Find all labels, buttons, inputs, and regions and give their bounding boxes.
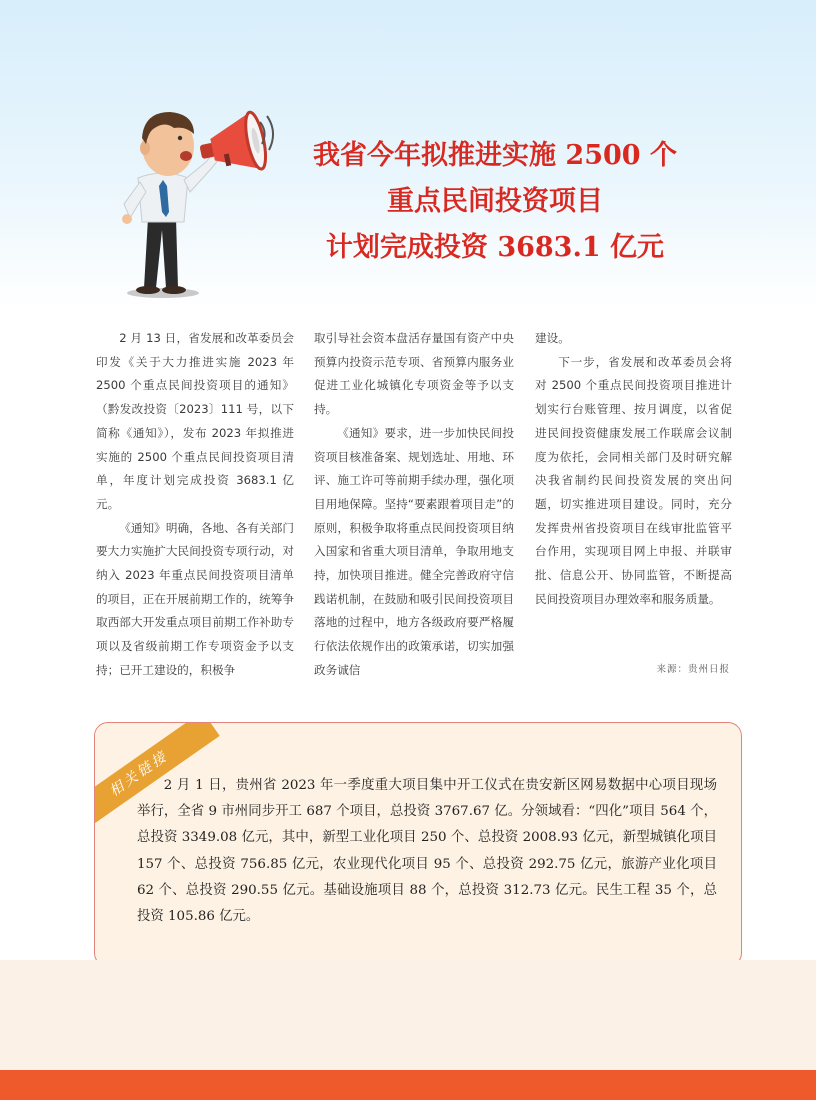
man-with-megaphone-icon — [108, 100, 283, 300]
article-paragraph: 《通知》明确，各地、各有关部门要大力实施扩大民间投资专项行动，对纳入 2023 年重点民间投资项目清单的项目，正在开展前期工作的，统筹争取西部大开发重点项目前期工作补助专项以及省级前期工作专项资金予以支持；已开工建设的，积极争 — [96, 520, 294, 677]
related-paragraph: 2 月 1 日，贵州省 2023 年一季度重大项目集中开工仪式在贵安新区网易数据中心项目现场举行，全省 9 市州同步开工 687 个项目，总投资 3767.67 亿。分领域看：“四化”项目 564 个，总投资 3349.08 亿元，其中，新型工业化项目 250 个、总投资 2008.93 亿元，新型城镇化项目 157 个、总投资 756.85 亿元，农业现代化项目 95 个、总投资 292.75 亿元，旅游产业化项目 62 个、总投资 290.55 亿元。基础设施项目 88 个，总投资 312.73 亿元。民生工程 35 个，总投资 105.86 亿元。 — [137, 778, 717, 925]
article-column-3 — [535, 327, 732, 611]
source-credit: 来源：贵州日报 — [656, 664, 730, 675]
related-link-ribbon: 相关链接 — [94, 722, 220, 837]
headline — [270, 133, 720, 271]
article-paragraph: 建设。 — [535, 331, 570, 345]
headline-line-1: 我省今年拟推进实施 2500 个 — [313, 140, 677, 171]
headline-line-2: 重点民间投资项目 — [387, 186, 603, 217]
footer-bar — [0, 1070, 816, 1100]
headline-line-3: 计划完成投资 3683.1 亿元 — [325, 232, 665, 263]
related-link-box — [94, 722, 742, 967]
article-column-2 — [314, 327, 514, 683]
related-link-text — [137, 773, 717, 930]
bottom-band — [0, 960, 816, 1070]
article-paragraph: 《通知》要求，进一步加快民间投资项目核准备案、规划选址、用地、环评、施工许可等前期手续办理，强化项目用地保障。坚持“要素跟着项目走”的原则，积极争取将重点民间投资项目纳入国家和省重大项目清单，争取用地支持，加快项目推进。健全完善政府守信践诺机制，在鼓励和吸引民间投资项目落地的过程中，地方各级政府要严格履行依法依规作出的政策承诺，切实加强政务诚信 — [314, 425, 514, 677]
article-paragraph: 下一步，省发展和改革委员会将对 2500 个重点民间投资项目推进计划实行台账管理、按月调度，以省促进民间投资健康发展工作联席会议制度为依托，会同相关部门及时研究解决我省制约民间投资发展的突出问题，切实推进项目建设。同时，充分发挥贵州省投资项目在线审批监管平台作用，实现项目网上申报、并联审批、信息公开、协同监管，不断提高民间投资项目办理效率和服务质量。 — [535, 354, 732, 606]
article-paragraph: 取引导社会资本盘活存量国有资产中央预算内投资示范专项、省预算内服务业促进工业化城镇化专项资金等予以支持。 — [314, 331, 514, 417]
article-paragraph: 2 月 13 日，省发展和改革委员会印发《关于大力推进实施 2023 年 2500 个重点民间投资项目的通知》（黔发改投资〔2023〕111 号，以下简称《通知》），发布 2023 年拟推进实施的 2500 个重点民间投资项目清单，年度计划完成投资 3683.1 亿元。 — [96, 331, 294, 511]
article-column-1 — [96, 327, 294, 683]
